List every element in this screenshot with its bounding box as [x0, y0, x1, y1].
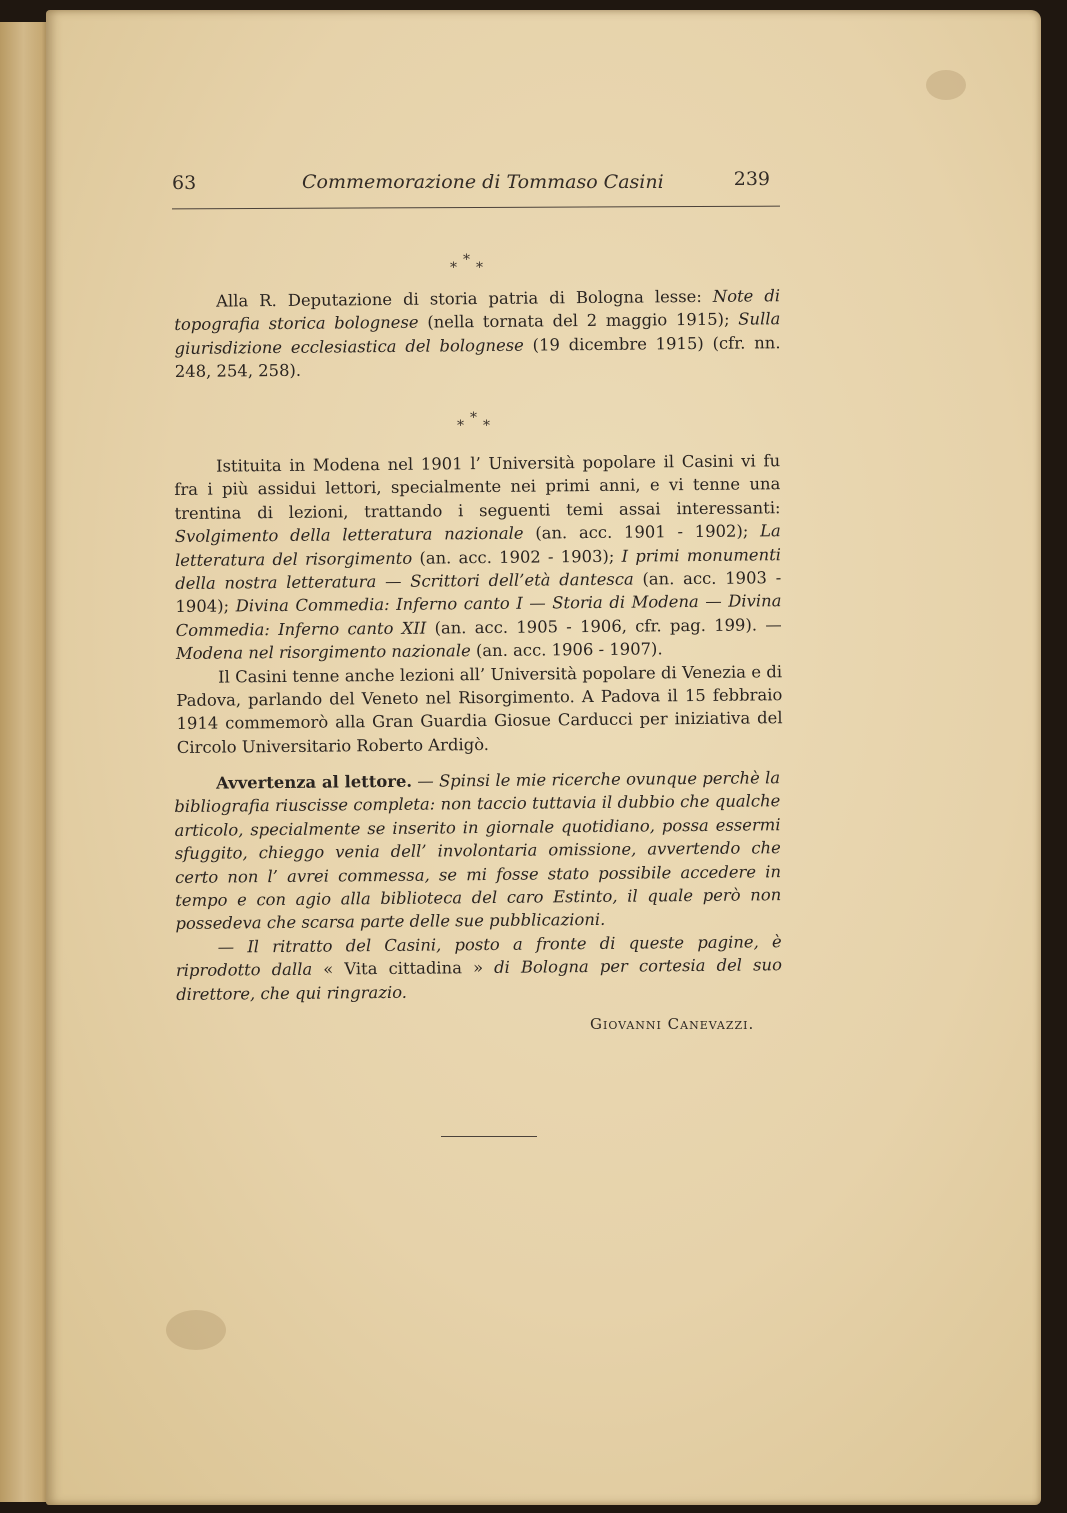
para2-lecture-title: Svolgimento della letteratura nazionale [174, 523, 524, 547]
para2-text: (an. acc. 1906 - 1907). [470, 639, 663, 661]
paragraph-universita-popolare [174, 449, 783, 759]
para2-lecture-title: La letteratura del risorgimento [174, 521, 781, 570]
paragraph-venezia-padova: Il Casini tenne anche lezioni all’ Università popolare di Venezia e di Padova, parlando del Veneto nel Risorgimento. A Padova il 15 febbraio 1914 commemorò alla Gran Guardia Giosue Carducci per iniziativa del Circolo Universitario Roberto Ardigò. [176, 661, 783, 757]
para2-text: (an. acc. 1902 - 1903); [412, 546, 622, 568]
author-signature: Giovanni Canevazzi. [590, 1015, 755, 1033]
avvertenza-heading: Avvertenza al lettore. [216, 771, 413, 793]
para2-text: (an. acc. 1903 - 1904); [175, 568, 782, 617]
para1-text: (nella tornata del 2 maggio 1915); [418, 309, 739, 333]
page-number-left: 63 [172, 172, 197, 194]
running-title: Commemorazione di Tommaso Casini [302, 171, 664, 193]
para2-lecture-title: Modena nel risorgimento nazionale [175, 641, 471, 664]
ritratto-text: di Bologna per cortesia del suo direttore, che qui ringrazio. [176, 955, 782, 1004]
paper-stain [926, 70, 966, 100]
avvertenza-body: — Spinsi le mie ricerche ovunque perchè la bibliografia riuscisse completa: non taccio tuttavia il dubbio che qualche articolo, specialmente se inserito in giornale quotidiano, possa essermi sfuggito, chieggo venia dell’ involontaria omissione, avvertendo che certo non l’ avrei commessa, se mi fosse stato possibile accedere in tempo e con agio alla biblioteca del caro Estinto, il quale però non possedeva che scarsa parte delle sue pubblicazioni. [174, 768, 782, 934]
paper-stain [166, 1310, 226, 1350]
page-number-right: 239 [733, 168, 770, 190]
paragraph-avvertenza [174, 766, 782, 1006]
section-asterism: * * * [457, 410, 490, 434]
para1-text: Alla R. Deputazione di storia patria di Bologna lesse: [216, 286, 713, 311]
para2-text: Istituita in Modena nel 1901 l’ Università popolare il Casini vi fu fra i più assidui lettori, specialmente nei primi anni, e vi tenne una trentina di lezioni, trattando i seguenti temi assai interessanti: [174, 451, 781, 523]
para2-text: (an. acc. 1901 - 1902); [523, 521, 761, 543]
ritratto-text: — Il ritratto del Casini, posto a fronte di queste pagine, è riprodotto dalla [175, 932, 782, 981]
para1-title-giurisdizione: Sulla giurisdizione ecclesiastica del bolognese [174, 309, 781, 358]
para2-text: (an. acc. 1905 - 1906, cfr. pag. 199). — [426, 615, 782, 638]
para1-title-note: Note di topografia storica bolognese [174, 286, 781, 335]
ritratto-source: « Vita cittadina » [323, 958, 484, 979]
closing-rule [441, 1136, 537, 1137]
para1-text: (19 dicembre 1915) (cfr. nn. 248, 254, 258). [174, 332, 781, 382]
running-header [172, 166, 780, 200]
para2-lecture-title: I primi monumenti della nostra letteratura — Scrittori dell’età dantesca [175, 544, 782, 594]
para2-lecture-title: Divina Commedia: Inferno canto I — Storia di Modena — Divina Commedia: Inferno canto XII [175, 591, 782, 640]
paragraph-ritratto [176, 930, 783, 1006]
paragraph-deputazione [174, 284, 781, 383]
section-asterism: * * * [450, 252, 483, 276]
